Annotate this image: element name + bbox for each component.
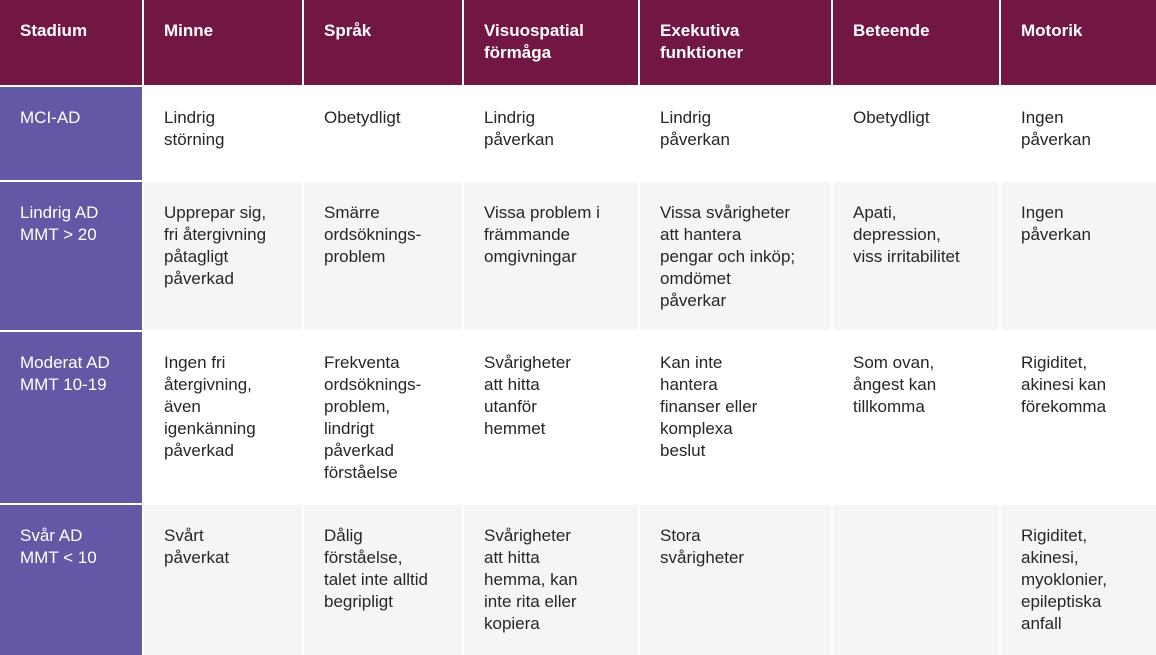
cell-text-line: MMT 10-19: [20, 375, 107, 394]
cell-text-line: påverkan: [484, 130, 554, 149]
cell-text-line: Vissa problem i: [484, 203, 600, 222]
cell-text-line: hemma, kan: [484, 570, 578, 589]
cell-text-line: Obetydligt: [853, 108, 930, 127]
cell-text-line: hantera: [660, 375, 718, 394]
cell-text-line: Rigiditet,: [1021, 353, 1088, 372]
cell-text-line: påtagligt: [164, 247, 229, 266]
cell-text-line: myoklonier,: [1021, 570, 1107, 589]
cell-text-line: Svårigheter: [484, 526, 571, 545]
cell-text-line: Som ovan,: [853, 353, 935, 372]
table-cell: [833, 332, 999, 503]
table-cell: [640, 87, 831, 180]
cell-text-line: Rigiditet,: [1021, 526, 1088, 545]
cell-text-line: Moderat AD: [20, 353, 110, 372]
column-header: [640, 0, 831, 85]
cell-text-line: MMT > 20: [20, 225, 97, 244]
cell-text-line: kopiera: [484, 614, 540, 633]
cell-text-line: problem,: [324, 397, 391, 416]
cell-text-line: att hitta: [484, 548, 540, 567]
cell-text-line: förmåga: [484, 43, 552, 62]
cell-text-line: MMT < 10: [20, 548, 97, 567]
cell-text-line: påverkad: [164, 269, 234, 288]
cell-text-line: påverkad: [324, 441, 394, 460]
cell-text-line: Apati,: [853, 203, 897, 222]
cell-text-line: Lindrig: [164, 108, 216, 127]
stage-label: [0, 87, 142, 180]
cell-text-line: begripligt: [324, 592, 393, 611]
cell-text-line: påverkan: [1021, 225, 1091, 244]
cell-text-line: Smärre: [324, 203, 380, 222]
column-header: [464, 0, 638, 85]
cell-text-line: anfall: [1021, 614, 1062, 633]
table-cell: [1001, 87, 1156, 180]
cell-text-line: förekomma: [1021, 397, 1107, 416]
cell-text-line: påverkad: [164, 441, 234, 460]
cell-text-line: Ingen: [1021, 108, 1064, 127]
cell-text-line: inte rita eller: [484, 592, 577, 611]
cell-text-line: att hitta: [484, 375, 540, 394]
cell-text-line: pengar och inköp;: [660, 247, 796, 266]
table-cell: [144, 87, 302, 180]
cell-text-line: främmande: [484, 225, 570, 244]
cell-text-line: återgivning,: [164, 375, 252, 394]
stage-label: [0, 332, 142, 503]
cell-text-line: hemmet: [484, 419, 546, 438]
cell-text-line: MCI-AD: [20, 108, 81, 127]
cell-text-line: omgivningar: [484, 247, 577, 266]
cell-text-line: problem: [324, 247, 386, 266]
cell-text-line: att hantera: [660, 225, 742, 244]
table-cell: [640, 182, 831, 330]
cell-text-line: även: [164, 397, 201, 416]
cell-text-line: Ingen fri: [164, 353, 226, 372]
cell-text-line: Exekutiva: [660, 21, 740, 40]
cell-text-line: Svår AD: [20, 526, 83, 545]
cell-text-line: påverkar: [660, 291, 727, 310]
table-cell: [464, 182, 638, 330]
cell-text-line: ordsöknings-: [324, 375, 422, 394]
cell-text-line: Visuospatial: [484, 21, 584, 40]
table-cell: [144, 505, 302, 655]
table-cell: [464, 505, 638, 655]
column-header: [833, 0, 999, 85]
stage-label: [0, 505, 142, 655]
table-cell: [304, 182, 462, 330]
cell-text-line: funktioner: [660, 43, 744, 62]
table-cell: [464, 332, 638, 503]
cell-text-line: ångest kan: [853, 375, 937, 394]
cell-text-line: Beteende: [853, 21, 930, 40]
table-cell: [1001, 332, 1156, 503]
cell-text-line: Svårigheter: [484, 353, 571, 372]
table-cell: [833, 505, 999, 655]
table-cell: [304, 505, 462, 655]
table-cell: [304, 332, 462, 503]
table-cell: [304, 87, 462, 180]
cell-text-line: Stadium: [20, 21, 88, 40]
cell-text-line: akinesi kan: [1021, 375, 1107, 394]
cell-text-line: viss irritabilitet: [853, 247, 960, 266]
cell-text-line: tillkomma: [853, 397, 925, 416]
table-cell: [1001, 505, 1156, 655]
cell-text-line: Lindrig AD: [20, 203, 99, 222]
table-cell: [464, 87, 638, 180]
cell-text-line: Frekventa: [324, 353, 400, 372]
column-header: [1001, 0, 1156, 85]
column-header: [0, 0, 142, 85]
table-cell: [144, 332, 302, 503]
cell-text-line: förståelse: [324, 463, 398, 482]
cell-text-line: Motorik: [1021, 21, 1083, 40]
cell-text-line: talet inte alltid: [324, 570, 428, 589]
cell-text-line: epileptiska: [1021, 592, 1102, 611]
cell-text-line: Svårt: [164, 526, 204, 545]
cell-text-line: komplexa: [660, 419, 733, 438]
table-cell: [640, 505, 831, 655]
cell-text-line: lindrigt: [324, 419, 375, 438]
column-header: [304, 0, 462, 85]
table-cell: [833, 182, 999, 330]
cell-text-line: beslut: [660, 441, 706, 460]
table-cell: [144, 182, 302, 330]
cell-text-line: fri återgivning: [164, 225, 267, 244]
cell-text-line: påverkan: [660, 130, 730, 149]
cell-text-line: finanser eller: [660, 397, 758, 416]
table-cell: [1001, 182, 1156, 330]
column-header: [144, 0, 302, 85]
cell-text-line: Upprepar sig,: [164, 203, 267, 222]
cell-text-line: störning: [164, 130, 225, 149]
cell-text-line: Ingen: [1021, 203, 1064, 222]
stage-label: [0, 182, 142, 330]
cell-text-line: utanför: [484, 397, 537, 416]
cell-text-line: Vissa svårigheter: [660, 203, 791, 222]
cell-text-line: Dålig: [324, 526, 363, 545]
cell-text-line: Kan inte: [660, 353, 723, 372]
table-cell: [640, 332, 831, 503]
cell-text-line: påverkat: [164, 548, 230, 567]
cell-text-line: Lindrig: [484, 108, 536, 127]
cell-text-line: Minne: [164, 21, 214, 40]
cell-text-line: Stora: [660, 526, 701, 545]
cell-text-line: akinesi,: [1021, 548, 1079, 567]
cell-text-line: Obetydligt: [324, 108, 401, 127]
cell-text-line: svårigheter: [660, 548, 745, 567]
cell-text-line: Lindrig: [660, 108, 712, 127]
table-cell: [833, 87, 999, 180]
cell-text-line: ordsöknings-: [324, 225, 422, 244]
cell-text-line: förståelse,: [324, 548, 403, 567]
cell-text-line: depression,: [853, 225, 941, 244]
cell-text-line: Språk: [324, 21, 372, 40]
cell-text-line: omdömet: [660, 269, 731, 288]
cell-text-line: igenkänning: [164, 419, 256, 438]
cell-text-line: påverkan: [1021, 130, 1091, 149]
